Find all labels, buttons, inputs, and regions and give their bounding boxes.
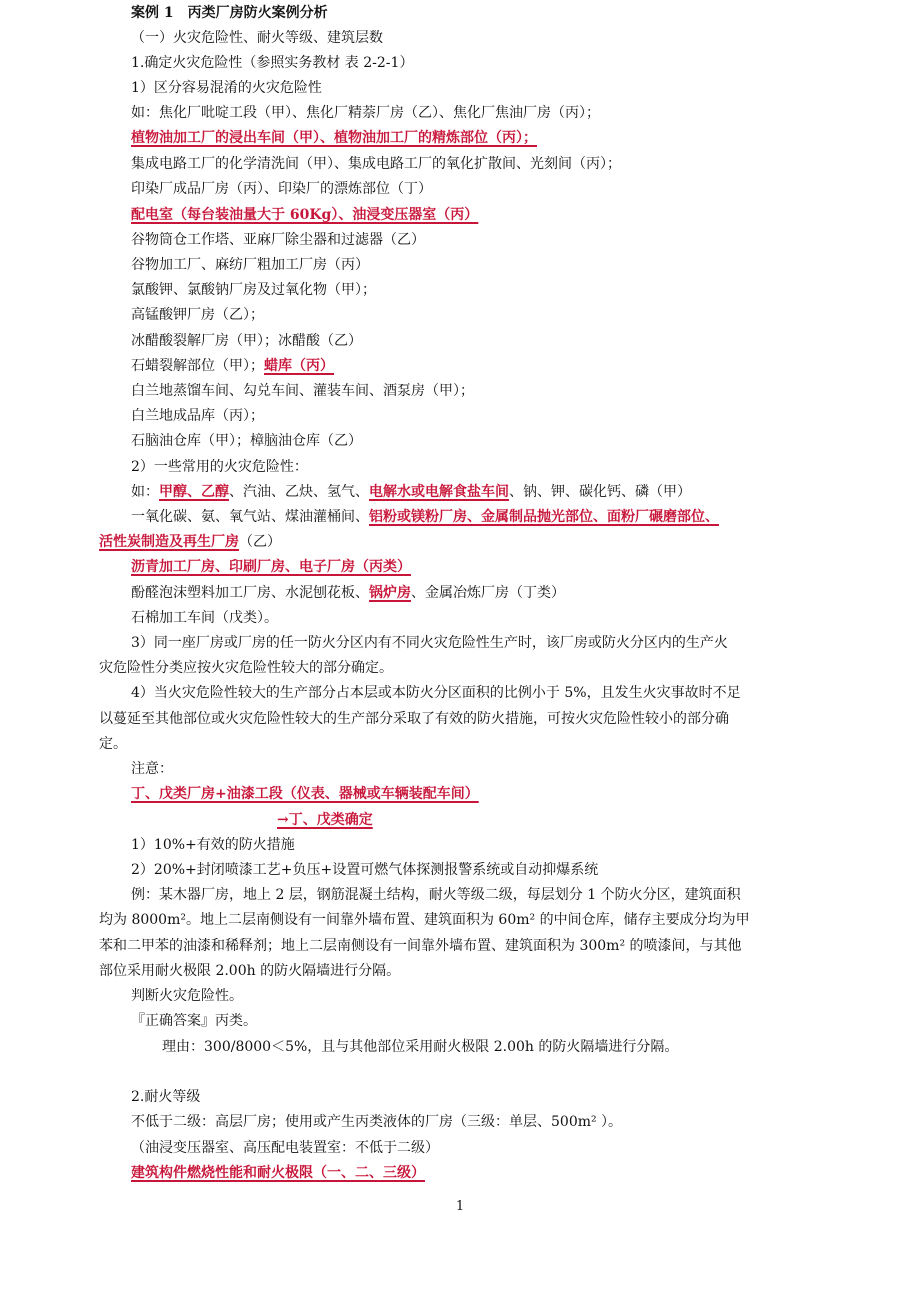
text-span: 酚醛泡沫塑料加工厂房、水泥刨花板、 — [131, 585, 369, 601]
text-span: 如： — [131, 484, 159, 500]
text-line: 高锰酸钾厂房（乙）； — [131, 307, 264, 323]
text-line: 均为 8000m²。地上二层南侧设有一间靠外墙布置、建筑面积为 60m² 的中间仓库，储存主要成分均为甲 — [99, 912, 750, 928]
text-line — [131, 357, 334, 375]
text-line: 白兰地成品库（丙）； — [131, 408, 264, 424]
highlight-line: 建筑构件燃烧性能和耐火极限（一、二、三级） — [131, 1165, 425, 1181]
text-line: （油浸变压器室、高压配电装置室：不低于二级） — [131, 1140, 439, 1156]
page-number: 1 — [455, 1199, 465, 1214]
text-line: 集成电路工厂的化学清洗间（甲）、集成电路工厂的氧化扩散间、光刻间（丙）； — [131, 156, 621, 172]
section-heading: （一）火灾危险性、耐火等级、建筑层数 — [131, 30, 383, 46]
text-line — [131, 508, 719, 526]
text-line — [131, 584, 565, 602]
highlight-line: 配电室（每台装油量大于 60Kg）、油浸变压器室（丙） — [131, 207, 479, 223]
subsection-heading: 1.确定火灾危险性（参照实务教材 表 2-2-1） — [131, 55, 414, 71]
text-span: 一氧化碳、氨、氧气站、煤油灌桶间、 — [131, 509, 369, 525]
text-line: 冰醋酸裂解厂房（甲）；冰醋酸（乙） — [131, 333, 362, 349]
text-line: 石棉加工车间（戊类）。 — [131, 610, 278, 626]
text-line: 灾危险性分类应按火灾危险性较大的部分确定。 — [99, 660, 393, 676]
text-span: 、金属冶炼厂房（丁类） — [411, 585, 565, 601]
text-span: 、钠、钾、碳化钙、磷（甲） — [509, 484, 691, 500]
highlight-line: 沥青加工厂房、印刷厂房、电子厂房（丙类） — [131, 559, 411, 575]
text-line: 2）20%+封闭喷漆工艺+负压+设置可燃气体探测报警系统或自动抑爆系统 — [131, 862, 599, 878]
doc-title: 案例 1 丙类厂房防火案例分析 — [131, 5, 328, 21]
text-line: 1）10%+有效的防火措施 — [131, 837, 295, 853]
text-line: 理由：300/8000＜5%，且与其他部位采用耐火极限 2.00h 的防火隔墙进行分隔。 — [162, 1039, 679, 1055]
text-span: 石蜡裂解部位（甲）； — [131, 358, 264, 374]
highlight-span: 蜡库（丙） — [264, 358, 334, 374]
text-line: 『正确答案』丙类。 — [131, 1013, 257, 1029]
highlight-span: 活性炭制造及再生厂房 — [99, 534, 239, 550]
highlight-line: 植物油加工厂的浸出车间（甲）、植物油加工厂的精炼部位（丙）； — [131, 130, 537, 146]
text-line: 1）区分容易混淆的火灾危险性 — [131, 80, 322, 96]
subsection-heading: 2.耐火等级 — [131, 1089, 201, 1105]
text-line: 苯和二甲苯的油漆和稀释剂；地上二层南侧设有一间靠外墙布置、建筑面积为 300m² 的喷漆间，与其他 — [99, 938, 742, 954]
text-line: 谷物筒仓工作塔、亚麻厂除尘器和过滤器（乙） — [131, 232, 425, 248]
text-line: 3）同一座厂房或厂房的任一防火分区内有不同火灾危险性生产时，该厂房或防火分区内的生产火 — [131, 635, 728, 651]
highlight-span: 锅炉房 — [369, 585, 411, 601]
text-line: 定。 — [99, 736, 127, 752]
text-line: 不低于二级：高层厂房；使用或产生丙类液体的厂房（三级：单层、500m² ）。 — [131, 1114, 623, 1130]
text-line: 如：焦化厂吡啶工段（甲）、焦化厂精萘厂房（乙）、焦化厂焦油厂房（丙）； — [131, 105, 600, 121]
text-line: 氯酸钾、氯酸钠厂房及过氧化物（甲）； — [131, 282, 376, 298]
text-line: 4）当火灾危险性较大的生产部分占本层或本防火分区面积的比例小于 5%，且发生火灾事故时不足 — [131, 685, 741, 701]
highlight-span: 电解水或电解食盐车间 — [369, 484, 509, 500]
text-line: 以蔓延至其他部位或火灾危险性较大的生产部分采取了有效的防火措施，可按火灾危险性较小的部分确 — [99, 711, 729, 727]
text-line: 2）一些常用的火灾危险性： — [131, 459, 308, 475]
text-line: 部位采用耐火极限 2.00h 的防火隔墙进行分隔。 — [99, 963, 401, 979]
text-line: 判断火灾危险性。 — [131, 988, 243, 1004]
highlight-line: →丁、戊类确定 — [277, 812, 373, 828]
text-line: 印染厂成品厂房（丙）、印染厂的漂炼部位（丁） — [131, 181, 432, 197]
text-line — [99, 533, 281, 551]
text-line: 注意： — [131, 761, 173, 777]
text-line: 例：某木器厂房，地上 2 层，钢筋混凝土结构，耐火等级二级，每层划分 1 个防火分区，建筑面积 — [131, 887, 741, 903]
highlight-span: 甲醇、乙醇 — [159, 484, 229, 500]
highlight-line: 丁、戊类厂房+油漆工段（仪表、器械或车辆装配车间） — [131, 786, 479, 802]
text-span: 、汽油、乙炔、氢气、 — [229, 484, 369, 500]
text-line: 石脑油仓库（甲）；樟脑油仓库（乙） — [131, 433, 362, 449]
text-line — [131, 483, 691, 501]
text-line: 白兰地蒸馏车间、勾兑车间、灌装车间、酒泵房（甲）； — [131, 383, 474, 399]
text-line: 谷物加工厂、麻纺厂粗加工厂房（丙） — [131, 257, 369, 273]
text-span: （乙） — [239, 534, 281, 550]
highlight-span: 铝粉或镁粉厂房、金属制品抛光部位、面粉厂碾磨部位、 — [369, 509, 719, 525]
